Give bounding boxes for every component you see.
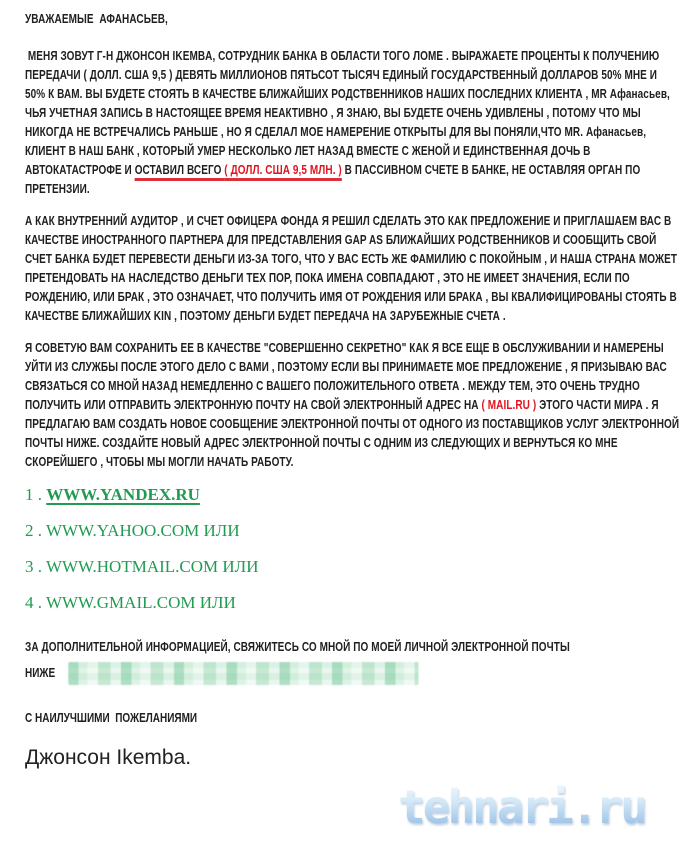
highlighted-red-text: ( ДОЛЛ. США 9,5 МЛН. ) bbox=[224, 163, 342, 181]
link-suffix: ИЛИ bbox=[199, 521, 240, 540]
closing-line: С НАИЛУЧШИМИ ПОЖЕЛАНИЯМИ bbox=[25, 711, 198, 725]
email-provider-item bbox=[25, 521, 680, 540]
redacted-email-blur bbox=[68, 662, 418, 685]
below-label: НИЖЕ bbox=[25, 666, 56, 680]
letter-paragraph bbox=[25, 212, 680, 326]
salutation: УВАЖАЕМЫЕ АФАНАСЬЕВ, bbox=[25, 12, 168, 26]
contact-info-line: ЗА ДОПОЛНИТЕЛЬНОЙ ИНФОРМАЦИЕЙ, СВЯЖИТЕСЬ СО МНОЙ ПО МОЕЙ ЛИЧНОЙ ЭЛЕКТРОННОЙ ПОЧТЫ bbox=[25, 640, 570, 654]
email-provider-link[interactable]: WWW.YAHOO.COM bbox=[45, 521, 200, 540]
red-underlined-text: ОСТАВИЛ ВСЕГО bbox=[135, 163, 225, 181]
letter-paragraph bbox=[25, 339, 680, 472]
email-provider-link[interactable]: WWW.YANDEX.RU bbox=[46, 485, 200, 504]
email-provider-item bbox=[25, 593, 680, 612]
list-number: 1 . bbox=[25, 485, 47, 504]
redacted-email-row bbox=[25, 661, 680, 686]
email-provider-link[interactable]: WWW.GMAIL.COM bbox=[45, 593, 196, 612]
paragraph-text: ЭТОГО ЧАСТИ МИРА . Я ПРЕДЛАГАЮ ВАМ СОЗДАТЬ НОВОЕ СООБЩЕНИЕ ЭЛЕКТРОННОЙ ПОЧТЫ ОТ ОДНОГО ИЗ ПОСТАВЩИКОВ УСЛУГ ЭЛЕКТРОННОЙ ПОЧТЫ НИЖЕ. СОЗДАЙТЕ НОВЫЙ АДРЕС ЭЛЕКТРОННОЙ ПОЧТЫ С ОДНИМ ИЗ СЛЕДУЮЩИХ И ВЕРНУТЬСЯ КО МНЕ СКОРЕЙШЕГО , ЧТОБЫ МЫ МОГЛИ НАЧАТЬ РАБОТУ. bbox=[25, 398, 682, 469]
highlighted-red-text: ( MAIL.RU ) bbox=[481, 398, 537, 412]
tehnari-ru-watermark: tehnari.ru bbox=[398, 780, 645, 834]
paragraph-text: А КАК ВНУТРЕННИЙ АУДИТОР , И СЧЕТ ОФИЦЕРА ФОНДА Я РЕШИЛ СДЕЛАТЬ ЭТО КАК ПРЕДЛОЖЕНИЕ И ПРИГЛАШАЕМ ВАС В КАЧЕСТВЕ ИНОСТРАННОГО ПАРТНЕРА ДЛЯ ПРЕДСТАВЛЕНИЯ GAP AS БЛИЖАЙШИХ РОДСТВЕННИКОВ И СООБЩИТЬ СВОЙ СЧЕТ БАНКА БУДЕТ ПЕРЕВЕСТИ ДЕНЬГИ ИЗ-ЗА ТОГО, ЧТО У ВАС ЕСТЬ ЖЕ ФАМИЛИЮ С ПОКОЙНЫМ , И НАША СТРАНА МОЖЕТ ПРЕТЕНДОВАТЬ НА НАСЛЕДСТВО ДЕНЬГИ ТЕХ ПОР, ПОКА ИМЕНА СОВПАДАЮТ , ЭТО НЕ ИМЕЕТ ЗНАЧЕНИЯ, ЕСЛИ ПО РОЖДЕНИЮ, ИЛИ БРАК , ЭТО ОЗНАЧАЕТ, ЧТО ПОЛУЧИТЬ ИМЯ ОТ РОЖДЕНИЯ ИЛИ БРАКА , ВЫ КВАЛИФИЦИРОВАНЫ СТОЯТЬ В КАЧЕСТВЕ БЛИЖАЙШИХ KIN , ПОЭТОМУ ДЕНЬГИ БУДЕТ ПЕРЕДАЧА НА ЗАРУБЕЖНЫЕ СЧЕТА . bbox=[25, 214, 680, 323]
list-number: 2 . bbox=[25, 521, 46, 540]
email-provider-item bbox=[25, 485, 680, 504]
link-suffix: ИЛИ bbox=[195, 593, 236, 612]
email-provider-list bbox=[25, 485, 680, 612]
footer-block bbox=[25, 638, 680, 770]
signature: Джонсон Ikemba. bbox=[25, 746, 192, 769]
letter-paragraph bbox=[25, 47, 680, 199]
email-provider-link[interactable]: WWW.HOTMAIL.COM bbox=[45, 557, 219, 576]
paragraph-text: В ПАССИВНОМ СЧЕТЕ В БАНКЕ, НЕ ОСТАВЛЯЯ ОРГАН ПО ПРЕТЕНЗИИ. bbox=[25, 163, 644, 196]
email-provider-item bbox=[25, 557, 680, 576]
list-number: 3 . bbox=[25, 557, 46, 576]
list-number: 4 . bbox=[25, 593, 46, 612]
link-suffix: ИЛИ bbox=[218, 557, 259, 576]
letter-body bbox=[25, 47, 680, 472]
paragraph-text: МЕНЯ ЗОВУТ Г-Н ДЖОНСОН IKEMBA, СОТРУДНИК БАНКА В ОБЛАСТИ ТОГО ЛОМЕ . ВЫРАЖАЕТЕ ПРОЦЕНТЫ К ПОЛУЧЕНИЮ ПЕРЕДАЧИ ( ДОЛЛ. США 9,5 ) ДЕВЯТЬ МИЛЛИОНОВ ПЯТЬСОТ ТЫСЯЧ ЕДИНЫЙ ГОСУДАРСТВЕННЫЙ ДОЛЛАРОВ 50% МНЕ И 50% К ВАМ. ВЫ БУДЕТЕ СТОЯТЬ В КАЧЕСТВЕ БЛИЖАЙШИХ РОДСТВЕННИКОВ НАШИХ ПОСЛЕДНИХ КЛИЕНТА , MR Афанасьев, ЧЬЯ УЧЕТНАЯ ЗАПИСЬ В НАСТОЯЩЕЕ ВРЕМЯ НЕАКТИВНО , Я ЗНАЮ, ВЫ БУДЕТЕ ОЧЕНЬ УДИВЛЕНЫ , ПОТОМУ ЧТО МЫ НИКОГДА НЕ ВСТРЕЧАЛИСЬ РАНЬШЕ , НО Я СДЕЛАЛ МОЕ НАМЕРЕНИЕ ОТКРЫТЫ ДЛЯ ВЫ ПОНЯЛИ,ЧТО MR. Афанасьев, КЛИЕНТ В НАШ БАНК , КОТОРЫЙ УМЕР НЕСКОЛЬКО ЛЕТ НАЗАД ВМЕСТЕ С ЖЕНОЙ И ЕДИНСТВЕННАЯ ДОЧЬ В АВТОКАТАСТРОФЕ И bbox=[25, 49, 673, 177]
paragraph-text: Я СОВЕТУЮ ВАМ СОХРАНИТЬ ЕЕ В КАЧЕСТВЕ "СОВЕРШЕННО СЕКРЕТНО" КАК Я ВСЕ ЕЩЕ В ОБСЛУЖИВАНИИ И НАМЕРЕНЫ УЙТИ ИЗ СЛУЖБЫ ПОСЛЕ ЭТОГО ДЕЛО С ВАМИ , ПОЭТОМУ ЕСЛИ ВЫ ПРИНИМАЕТЕ МОЕ ПРЕДЛОЖЕНИЕ , Я ПРИЗЫВАЮ ВАС СВЯЗАТЬСЯ СО МНОЙ НАЗАД НЕМЕДЛЕННО С ВАШЕГО ПОЛОЖИТЕЛЬНОГО ОТВЕТА . МЕЖДУ ТЕМ, ЭТО ОЧЕНЬ ТРУДНО ПОЛУЧИТЬ ИЛИ ОТПРАВИТЬ ЭЛЕКТРОННУЮ ПОЧТУ НА СВОЙ ЭЛЕКТРОННЫЙ АДРЕС НА bbox=[25, 341, 670, 412]
